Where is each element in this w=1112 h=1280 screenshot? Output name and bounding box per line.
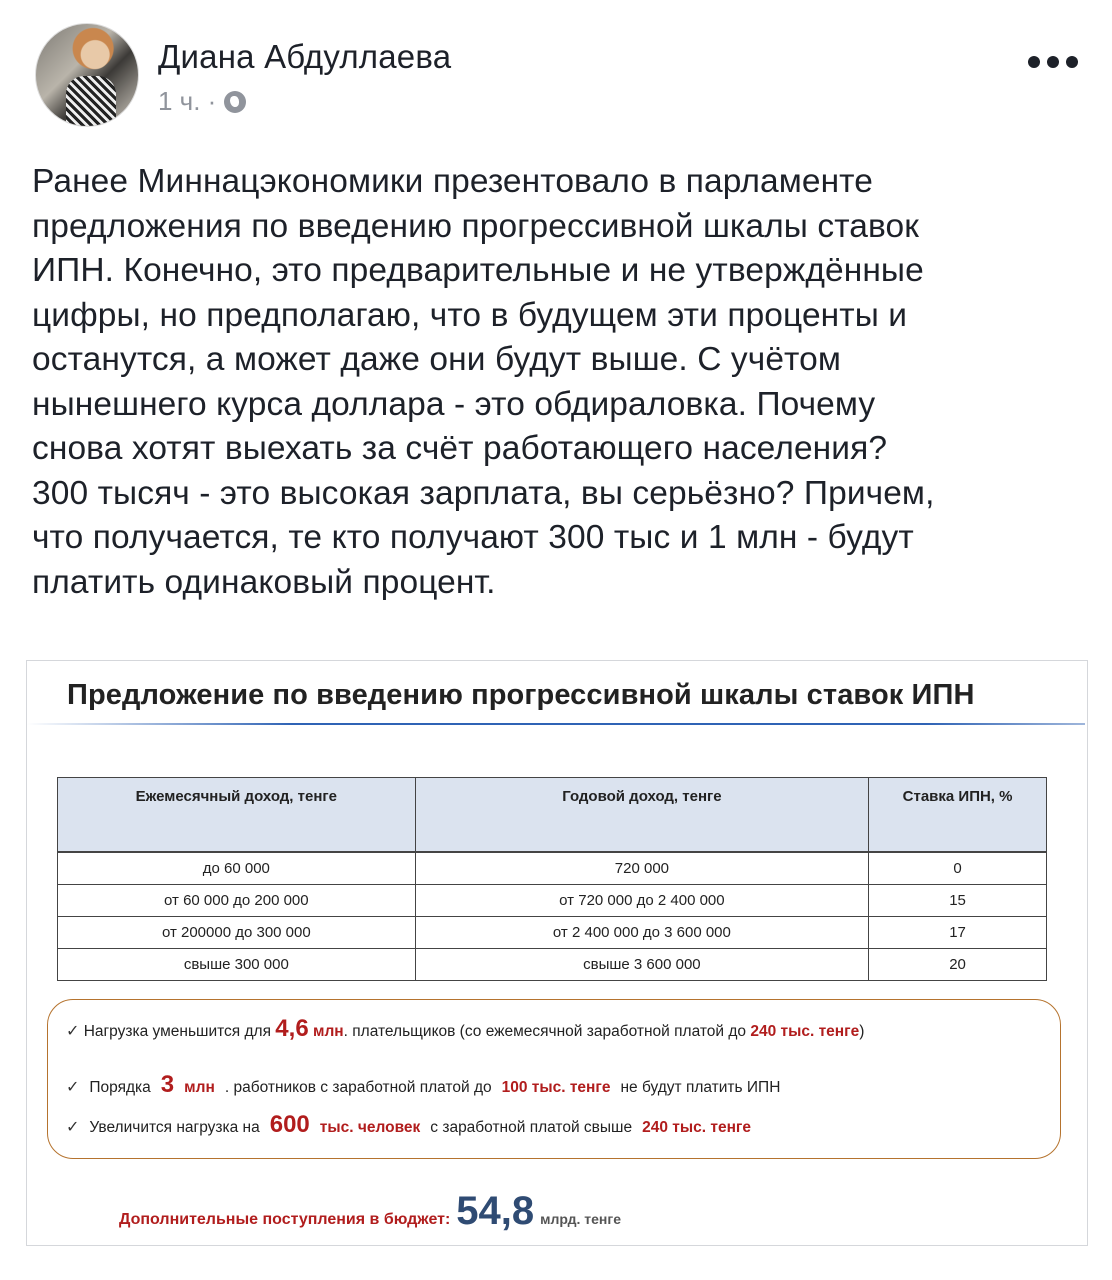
table-cell: от 720 000 до 2 400 000 bbox=[415, 885, 868, 917]
table-cell: 15 bbox=[869, 885, 1047, 917]
bullet-value: 3 bbox=[160, 1071, 175, 1098]
avatar-photo bbox=[66, 76, 116, 127]
bullet-unit: млн bbox=[312, 1023, 344, 1040]
table-cell: 17 bbox=[869, 917, 1047, 949]
bullet-value: 600 bbox=[269, 1111, 310, 1138]
post-text: Ранее Миннацэкономики презентовало в парламенте предложения по введению прогрессивной шкалы ставок ИПН. Конечно, это предварительные и не утверждённые цифры, но предполагаю, что в будущем эти проценты и останутся, а может даже они будут выше. С учётом нынешнего курса доллара - это обдираловка. Почему снова хотят выехать за счёт работающего населения? 300 тысяч - это высокая зарплата, вы серьёзно? Причем, что получается, те кто получают 300 тыс и 1 млн - будут платить одинаковый процент. bbox=[32, 163, 935, 601]
check-icon: ✓ bbox=[66, 1119, 80, 1136]
title-divider bbox=[27, 723, 1085, 725]
avatar[interactable] bbox=[35, 23, 139, 127]
table-cell: от 200000 до 300 000 bbox=[58, 917, 416, 949]
table-header: Ежемесячный доход, тенге bbox=[58, 778, 416, 853]
bullet-text: ) bbox=[859, 1023, 865, 1040]
table-cell: от 2 400 000 до 3 600 000 bbox=[415, 917, 868, 949]
post-time[interactable]: 1 ч. · bbox=[158, 86, 217, 116]
bullet-text: Нагрузка уменьшится для bbox=[83, 1023, 271, 1040]
table-cell: 0 bbox=[869, 852, 1047, 885]
table-header: Ставка ИПН, % bbox=[869, 778, 1047, 853]
attached-image[interactable] bbox=[26, 660, 1088, 1246]
check-icon: ✓ bbox=[66, 1079, 80, 1096]
table-cell: 720 000 bbox=[415, 852, 868, 885]
table-row bbox=[58, 852, 1047, 885]
bullet-text: . плательщиков (со ежемесячной заработной платой до bbox=[343, 1023, 747, 1040]
table-row bbox=[58, 917, 1047, 949]
bullet-value: 240 bbox=[750, 1023, 777, 1040]
bullet-item bbox=[66, 1112, 751, 1141]
table-header-row bbox=[58, 778, 1047, 853]
bullet-item bbox=[66, 1016, 1046, 1045]
bullet-text: . работников с заработной платой до bbox=[224, 1079, 492, 1096]
tax-rate-table bbox=[57, 777, 1047, 981]
bullet-text: с заработной платой свыше bbox=[430, 1119, 633, 1136]
budget-unit: млрд. тенге bbox=[540, 1211, 621, 1227]
bullet-unit: тыс. тенге bbox=[780, 1023, 860, 1040]
table-cell: свыше 3 600 000 bbox=[415, 949, 868, 981]
table-header: Годовой доход, тенге bbox=[415, 778, 868, 853]
table-cell: до 60 000 bbox=[58, 852, 416, 885]
table-row bbox=[58, 949, 1047, 981]
author-name[interactable]: Диана Абдуллаева bbox=[158, 38, 452, 75]
more-icon[interactable] bbox=[1028, 54, 1078, 70]
bullet-unit: млн bbox=[184, 1079, 215, 1096]
check-icon: ✓ bbox=[66, 1023, 80, 1040]
bullet-text: Порядка bbox=[89, 1079, 151, 1096]
table-cell: от 60 000 до 200 000 bbox=[58, 885, 416, 917]
post-meta bbox=[158, 86, 246, 117]
bullet-text: не будут платить ИПН bbox=[620, 1079, 781, 1096]
bullet-value: 4,6 bbox=[275, 1015, 309, 1042]
summary-callout bbox=[47, 999, 1061, 1159]
budget-label: Дополнительные поступления в бюджет: bbox=[119, 1211, 451, 1228]
infographic-title: Предложение по введению прогрессивной шкалы ставок ИПН bbox=[67, 679, 975, 711]
table-cell: свыше 300 000 bbox=[58, 949, 416, 981]
bullet-item bbox=[66, 1072, 780, 1101]
bullet-value: 100 тыс. тенге bbox=[501, 1079, 611, 1096]
budget-summary bbox=[119, 1189, 621, 1234]
bullet-text: Увеличится нагрузка на bbox=[89, 1119, 260, 1136]
bullet-unit: тыс. человек bbox=[319, 1119, 421, 1136]
budget-value: 54,8 bbox=[456, 1189, 535, 1233]
table-cell: 20 bbox=[869, 949, 1047, 981]
globe-icon[interactable] bbox=[224, 91, 246, 113]
table-row bbox=[58, 885, 1047, 917]
bullet-value: 240 тыс. тенге bbox=[642, 1119, 752, 1136]
